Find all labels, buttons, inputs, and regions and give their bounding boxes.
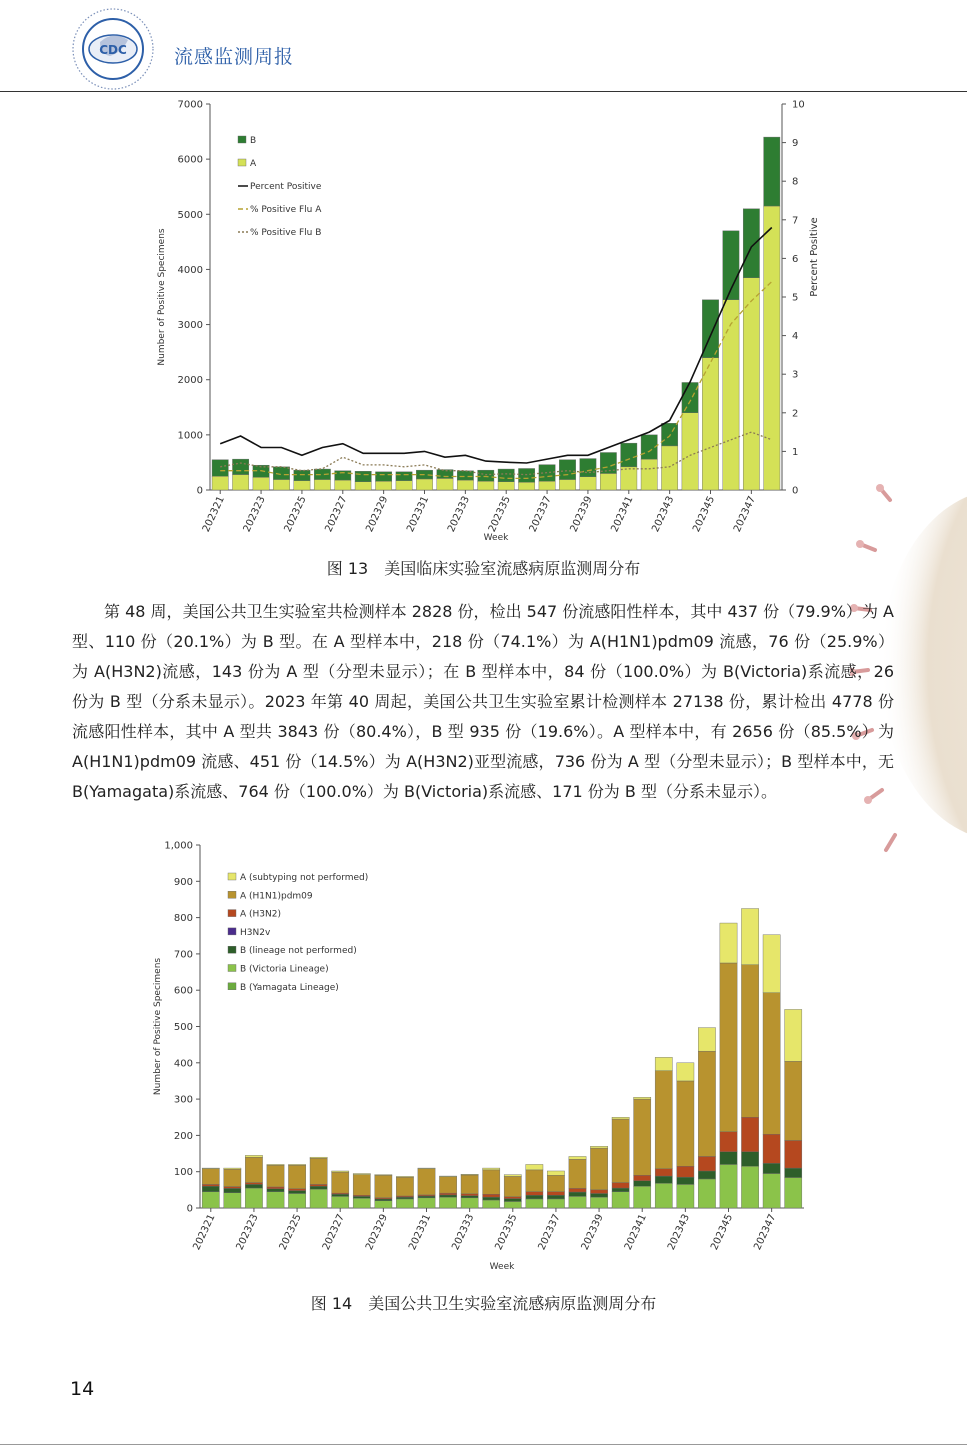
bar-segment xyxy=(332,1172,349,1193)
bar-segment xyxy=(294,481,310,490)
bar-segment xyxy=(764,206,780,490)
bar-segment xyxy=(375,1199,392,1201)
bar-segment xyxy=(612,1117,629,1119)
bar-segment xyxy=(288,1189,305,1191)
bar-segment xyxy=(232,459,248,474)
bar-segment xyxy=(580,477,596,490)
bar-segment xyxy=(504,1201,521,1208)
bar-segment xyxy=(416,479,432,490)
bar-segment xyxy=(439,1177,456,1193)
bar-segment xyxy=(539,481,555,490)
bar-segment xyxy=(720,963,737,1132)
bar-segment xyxy=(526,1195,543,1199)
footer-divider xyxy=(0,1444,967,1445)
bar-segment xyxy=(418,1168,435,1169)
bar-segment xyxy=(212,476,228,490)
y2-tick-label: 7 xyxy=(792,215,799,227)
bar-segment xyxy=(698,1171,715,1179)
y-tick-label: 4000 xyxy=(177,264,203,276)
legend-label: B (Yamagata Lineage) xyxy=(240,982,339,993)
bar-segment xyxy=(439,1176,456,1177)
x-tick-label: 202323 xyxy=(234,1212,261,1252)
x-tick-label: 202345 xyxy=(709,1212,736,1252)
y2-tick-label: 3 xyxy=(792,369,799,381)
page-header xyxy=(0,0,967,95)
bar-segment xyxy=(569,1156,586,1159)
legend-swatch xyxy=(228,983,236,990)
y-tick-label: 100 xyxy=(173,1167,193,1179)
x-tick-label: 202347 xyxy=(752,1212,779,1252)
bar-segment xyxy=(288,1164,305,1165)
legend-label: H3N2v xyxy=(240,927,271,938)
bar-segment xyxy=(743,278,759,490)
bar-segment xyxy=(741,1117,758,1151)
bar-segment xyxy=(569,1188,586,1192)
bar-segment xyxy=(483,1168,500,1170)
x-tick-label: 202347 xyxy=(731,494,759,534)
public-health-lab-chart xyxy=(150,835,850,1280)
legend-label: Percent Positive xyxy=(250,182,322,192)
bar-segment xyxy=(439,1195,456,1197)
x-tick-label: 202337 xyxy=(527,494,554,534)
x-tick-label: 202343 xyxy=(650,494,677,534)
bar-segment xyxy=(547,1195,564,1199)
bar-segment xyxy=(478,481,494,490)
bar-segment xyxy=(634,1097,651,1099)
legend-swatch xyxy=(228,946,236,953)
bar-segment xyxy=(396,1177,413,1196)
bar-segment xyxy=(526,1164,543,1169)
bar-segment xyxy=(461,1175,478,1194)
bar-segment xyxy=(763,1163,780,1173)
legend-swatch xyxy=(228,910,236,917)
bar-segment xyxy=(353,1198,370,1208)
legend-label: B (lineage not performed) xyxy=(240,946,357,957)
bar-segment xyxy=(267,1192,284,1208)
legend-label: A (H1N1)pdm09 xyxy=(240,891,313,902)
bar-segment xyxy=(461,1194,478,1196)
x-tick-label: 202325 xyxy=(282,494,309,534)
page-number: 14 xyxy=(70,1378,95,1400)
x-tick-label: 202341 xyxy=(622,1212,649,1252)
bar-segment xyxy=(612,1183,629,1188)
bar-segment xyxy=(396,1176,413,1177)
bar-segment xyxy=(785,1061,802,1140)
bar-segment xyxy=(641,459,657,490)
bar-segment xyxy=(677,1081,694,1166)
bar-segment xyxy=(590,1148,607,1190)
bar-segment xyxy=(547,1199,564,1208)
y-tick-label: 700 xyxy=(173,949,193,961)
bar-segment xyxy=(763,935,780,993)
bar-segment xyxy=(504,1197,521,1199)
bar-segment xyxy=(612,1188,629,1192)
bar-segment xyxy=(273,480,289,490)
bar-segment xyxy=(741,1166,758,1208)
x-tick-label: 202331 xyxy=(407,1212,434,1252)
bar-segment xyxy=(288,1191,305,1194)
bar-segment xyxy=(682,382,698,412)
bar-segment xyxy=(418,1169,435,1195)
x-tick-label: 202321 xyxy=(191,1212,218,1252)
bar-segment xyxy=(621,443,637,467)
y-tick-label: 200 xyxy=(173,1130,193,1142)
bar-segment xyxy=(723,300,739,490)
bar-segment xyxy=(702,358,718,490)
bar-segment xyxy=(310,1158,327,1184)
y-tick-label: 1000 xyxy=(177,430,203,442)
bar-segment xyxy=(202,1186,219,1191)
x-tick-label: 202325 xyxy=(277,1212,304,1252)
bar-segment xyxy=(396,1199,413,1208)
bar-segment xyxy=(547,1192,564,1196)
bar-segment xyxy=(267,1189,284,1192)
bar-segment xyxy=(396,481,412,490)
bar-segment xyxy=(526,1192,543,1196)
x-tick-label: 202345 xyxy=(691,494,718,534)
legend-label: % Positive Flu B xyxy=(250,228,322,238)
bar-segment xyxy=(547,1171,564,1175)
y-tick-label: 0 xyxy=(196,485,203,497)
bar-segment xyxy=(353,1175,370,1196)
bar-segment xyxy=(437,478,453,490)
bar-segment xyxy=(720,923,737,963)
x-tick-label: 202329 xyxy=(364,494,391,534)
bar-segment xyxy=(661,446,677,490)
bar-segment xyxy=(590,1193,607,1197)
y2-tick-label: 10 xyxy=(792,99,805,111)
bar-segment xyxy=(590,1146,607,1148)
bar-segment xyxy=(720,1132,737,1152)
bar-segment xyxy=(559,480,575,490)
summary-paragraph: 第 48 周，美国公共卫生实验室共检测样本 2828 份，检出 547 份流感阳性样本，其中 437 份（79.9%）为 A 型、110 份（20.1%）为 B 型。在 A 型样本中，218 份（74.1%）为 A(H1N1)pdm09 流感，76 份（25.9%）为 A(H3N2)流感，143 份为 A 型（分型未显示）；在 B 型样本中，84 份（100.0%）为 B(Victoria)系流感，26 份为 B 型（分系未显示）。2023 年第 40 周起，美国公共卫生实验室累计检测样本 27138 份，累计检出 4778 份流感阳性样本，其中 A 型共 3843 份（80.4%），B 型 935 份（19.6%）。A 型样本中，有 2656 份（85.5%）为 A(H1N1)pdm09 流感、451 份（14.5%）为 A(H3N2)亚型流感，736 份为 A 型（分型未显示）；B 型样本中，无 B(Yamagata)系流感、764 份（100.0%）为 B(Victoria)系流感、171 份为 B 型（分系未显示）。 xyxy=(72,602,894,801)
bar-segment xyxy=(418,1196,435,1198)
y-tick-label: 400 xyxy=(173,1058,193,1070)
bar-segment xyxy=(504,1199,521,1202)
bar-segment xyxy=(418,1198,435,1208)
bar-segment xyxy=(621,467,637,490)
y2-tick-label: 5 xyxy=(792,292,799,304)
bar-segment xyxy=(439,1193,456,1195)
bar-segment xyxy=(741,909,758,965)
legend-label: A (subtyping not performed) xyxy=(240,873,369,883)
x-axis-title: Week xyxy=(483,533,509,543)
y-tick-label: 500 xyxy=(173,1022,193,1033)
bar-segment xyxy=(741,1152,758,1167)
bar-segment xyxy=(682,413,698,490)
bar-segment xyxy=(267,1165,284,1187)
y-tick-label: 2000 xyxy=(177,375,203,387)
bar-segment xyxy=(498,482,514,490)
bar-segment xyxy=(202,1168,219,1169)
bar-segment xyxy=(763,1134,780,1163)
bar-segment xyxy=(212,460,228,477)
y2-tick-label: 6 xyxy=(792,253,799,265)
report-title: 流感监测周报 xyxy=(174,46,295,68)
bar-segment xyxy=(332,1171,349,1172)
bar-segment xyxy=(461,1196,478,1198)
x-tick-label: 202327 xyxy=(320,1212,347,1252)
y-axis-title: Number of Positive Specimens xyxy=(157,228,167,366)
bar-segment xyxy=(763,1174,780,1208)
y2-tick-label: 9 xyxy=(792,138,799,150)
bar-segment xyxy=(518,468,534,482)
bar-segment xyxy=(310,1157,327,1158)
bar-segment xyxy=(273,467,289,480)
legend-label: A xyxy=(250,159,257,169)
bar-segment xyxy=(267,1164,284,1165)
bar-segment xyxy=(202,1169,219,1185)
y-tick-label: 600 xyxy=(173,985,193,997)
x-tick-label: 202323 xyxy=(241,494,268,534)
bar-segment xyxy=(559,460,575,480)
bar-segment xyxy=(335,480,351,490)
bar-segment xyxy=(612,1192,629,1208)
y-tick-label: 1,000 xyxy=(164,840,193,852)
bar-segment xyxy=(245,1183,262,1185)
bar-segment xyxy=(224,1187,241,1189)
bar-segment xyxy=(332,1194,349,1196)
bar-segment xyxy=(698,1051,715,1156)
bar-segment xyxy=(483,1194,500,1197)
bar-segment xyxy=(547,1175,564,1191)
y-tick-label: 300 xyxy=(173,1094,193,1106)
bar-segment xyxy=(764,137,780,206)
bar-segment xyxy=(396,472,412,481)
legend-label: % Positive Flu A xyxy=(250,205,322,215)
bar-segment xyxy=(655,1057,672,1070)
bar-segment xyxy=(245,1155,262,1157)
legend-swatch xyxy=(238,136,246,143)
bar-segment xyxy=(580,459,596,477)
bar-segment xyxy=(677,1063,694,1081)
bar-segment xyxy=(785,1140,802,1168)
x-tick-label: 202341 xyxy=(609,494,636,534)
bar-segment xyxy=(526,1170,543,1192)
y-axis-title: Number of Positive Specimens xyxy=(153,957,163,1096)
y2-tick-label: 8 xyxy=(792,176,799,188)
bar-segment xyxy=(504,1175,521,1177)
bar-segment xyxy=(483,1197,500,1200)
bar-segment xyxy=(785,1009,802,1061)
bar-segment xyxy=(294,470,310,480)
bar-segment xyxy=(245,1184,262,1188)
y-tick-label: 6000 xyxy=(177,154,203,166)
bar-segment xyxy=(332,1196,349,1208)
bar-segment xyxy=(526,1199,543,1208)
bar-segment xyxy=(245,1157,262,1182)
bar-segment xyxy=(698,1028,715,1052)
x-tick-label: 202339 xyxy=(568,494,595,534)
bar-segment xyxy=(375,1201,392,1208)
legend-swatch xyxy=(228,965,236,972)
bar-segment xyxy=(612,1119,629,1183)
bar-segment xyxy=(590,1197,607,1208)
cdc-logo-icon xyxy=(70,6,156,92)
bar-segment xyxy=(457,480,473,490)
bar-segment xyxy=(518,482,534,490)
bar-segment xyxy=(634,1181,651,1186)
y2-tick-label: 2 xyxy=(792,408,799,420)
bar-segment xyxy=(232,475,248,490)
bar-segment xyxy=(741,965,758,1117)
bar-segment xyxy=(600,473,616,490)
x-tick-label: 202333 xyxy=(450,1212,477,1252)
x-tick-label: 202327 xyxy=(323,494,350,534)
bar-segment xyxy=(310,1186,327,1189)
bar-segment xyxy=(655,1071,672,1169)
bar-segment xyxy=(310,1189,327,1208)
legend-swatch xyxy=(238,159,246,166)
bar-segment xyxy=(634,1186,651,1208)
x-tick-label: 202331 xyxy=(405,494,432,534)
bar-segment xyxy=(743,209,759,278)
svg-text:CDC: CDC xyxy=(99,43,127,57)
bar-segment xyxy=(310,1184,327,1186)
bar-segment xyxy=(375,472,391,481)
bar-segment xyxy=(569,1192,586,1196)
bar-segment xyxy=(267,1187,284,1189)
bar-segment xyxy=(677,1166,694,1177)
bar-segment xyxy=(634,1099,651,1175)
bar-segment xyxy=(720,1152,737,1165)
y-tick-label: 900 xyxy=(173,876,193,888)
bar-segment xyxy=(483,1200,500,1208)
bar-segment xyxy=(355,482,371,490)
legend-label: B xyxy=(250,136,257,146)
y2-axis-title: Percent Positive xyxy=(809,217,820,297)
legend-label: A (H3N2) xyxy=(240,909,281,920)
y-tick-label: 800 xyxy=(173,913,193,925)
legend-swatch xyxy=(228,891,236,898)
bar-segment xyxy=(439,1197,456,1208)
x-tick-label: 202335 xyxy=(493,1212,520,1252)
figure-13-caption: 图 13 美国临床实验室流感病原监测周分布 xyxy=(326,559,641,578)
bar-segment xyxy=(655,1169,672,1176)
y-tick-label: 5000 xyxy=(177,209,203,221)
bar-segment xyxy=(355,471,371,481)
bar-segment xyxy=(504,1176,521,1196)
bar-segment xyxy=(202,1184,219,1186)
bar-segment xyxy=(720,1164,737,1208)
x-tick-label: 202339 xyxy=(579,1212,606,1252)
bar-segment xyxy=(314,480,330,490)
y2-tick-label: 0 xyxy=(792,485,799,497)
bar-segment xyxy=(353,1196,370,1198)
x-tick-label: 202337 xyxy=(536,1212,563,1252)
bar-segment xyxy=(202,1192,219,1208)
x-axis-title: Week xyxy=(489,1262,515,1272)
bar-segment xyxy=(483,1170,500,1194)
bar-segment xyxy=(498,469,514,482)
bar-segment xyxy=(590,1190,607,1194)
figure-14-caption: 图 14 美国公共卫生实验室流感病原监测周分布 xyxy=(310,1294,657,1313)
y-tick-label: 3000 xyxy=(177,320,203,332)
x-tick-label: 202343 xyxy=(665,1212,693,1252)
x-tick-label: 202329 xyxy=(363,1212,391,1252)
y2-tick-label: 4 xyxy=(792,331,799,343)
bar-segment xyxy=(785,1178,802,1208)
bar-segment xyxy=(763,993,780,1135)
bar-segment xyxy=(245,1188,262,1208)
legend-swatch xyxy=(228,928,236,935)
bar-segment xyxy=(677,1184,694,1208)
x-tick-label: 202333 xyxy=(445,494,473,534)
bar-segment xyxy=(253,477,269,490)
bar-segment xyxy=(655,1176,672,1183)
bar-segment xyxy=(224,1188,241,1192)
bar-segment xyxy=(569,1159,586,1188)
bar-segment xyxy=(634,1175,651,1180)
bar-segment xyxy=(569,1196,586,1208)
bar-segment xyxy=(698,1156,715,1171)
bar-segment xyxy=(461,1174,478,1175)
bar-segment xyxy=(375,1175,392,1176)
bar-segment xyxy=(655,1183,672,1208)
legend-swatch xyxy=(228,873,236,880)
x-tick-label: 202321 xyxy=(200,494,227,534)
bar-segment xyxy=(224,1169,241,1186)
bar-segment xyxy=(375,1175,392,1198)
bar-segment xyxy=(288,1193,305,1208)
bar-segment xyxy=(353,1174,370,1175)
bar-segment xyxy=(224,1168,241,1169)
clinical-lab-chart xyxy=(150,92,850,552)
bar-segment xyxy=(396,1197,413,1199)
bar-segment xyxy=(698,1179,715,1208)
y-tick-label: 0 xyxy=(186,1203,193,1215)
x-tick-label: 202335 xyxy=(486,494,513,534)
bar-segment xyxy=(461,1198,478,1208)
bar-segment xyxy=(478,470,494,481)
y-tick-label: 7000 xyxy=(177,99,203,111)
bar-segment xyxy=(224,1193,241,1208)
legend-label: B (Victoria Lineage) xyxy=(240,964,329,975)
bar-segment xyxy=(661,423,677,446)
bar-segment xyxy=(785,1168,802,1177)
y2-tick-label: 1 xyxy=(792,446,799,458)
bar-segment xyxy=(375,481,391,490)
bar-segment xyxy=(288,1165,305,1189)
bar-segment xyxy=(677,1177,694,1184)
